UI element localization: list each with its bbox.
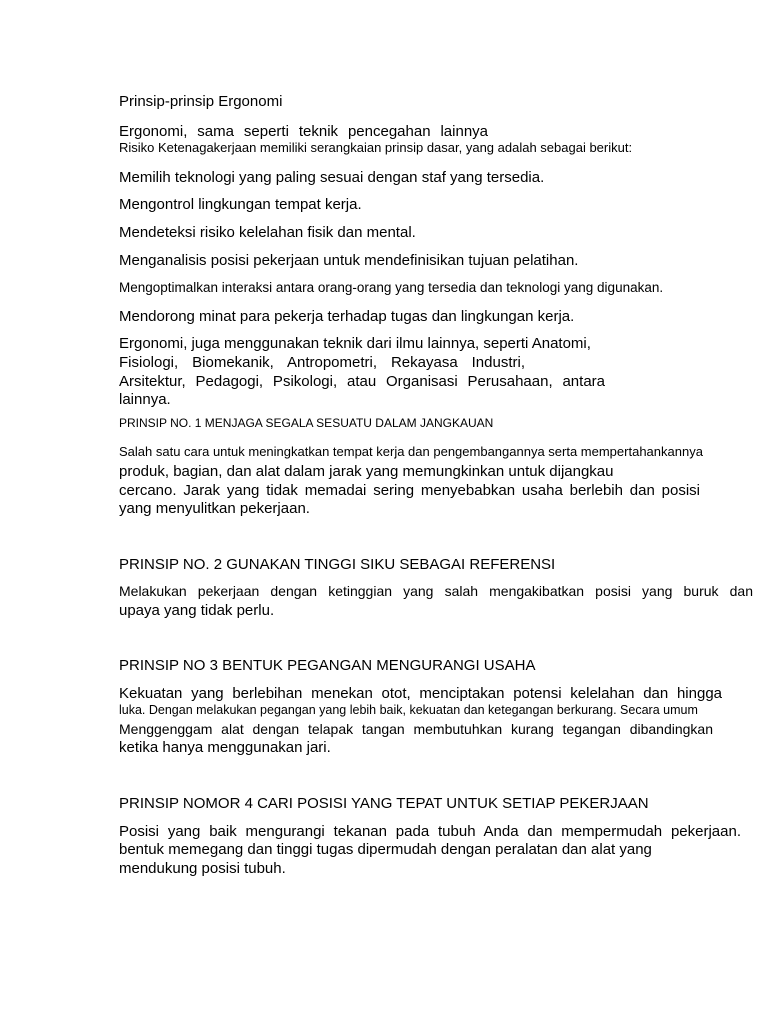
principle-item: Mengontrol lingkungan tempat kerja.: [119, 196, 362, 213]
section-4-line: Posisi yang baik mengurangi tekanan pada tubuh Anda dan mempermudah pekerjaan.: [119, 823, 741, 840]
section-1-line: cercano. Jarak yang tidak memadai sering menyebabkan usaha berlebih dan posisi: [119, 482, 700, 499]
principle-item: Mendeteksi risiko kelelahan fisik dan mental.: [119, 224, 416, 241]
section-4-line: bentuk memegang dan tinggi tugas dipermudah dengan peralatan dan alat yang: [119, 841, 652, 858]
techniques-line: Arsitektur, Pedagogi, Psikologi, atau Organisasi Perusahaan, antara: [119, 373, 605, 390]
section-4-line: mendukung posisi tubuh.: [119, 860, 286, 877]
principle-item: Menganalisis posisi pekerjaan untuk mendefinisikan tujuan pelatihan.: [119, 252, 579, 269]
techniques-line: Ergonomi, juga menggunakan teknik dari ilmu lainnya, seperti Anatomi,: [119, 335, 591, 352]
principle-item: Mendorong minat para pekerja terhadap tugas dan lingkungan kerja.: [119, 308, 575, 325]
section-heading-1: PRINSIP NO. 1 MENJAGA SEGALA SESUATU DALAM JANGKAUAN: [119, 416, 494, 430]
techniques-line: Fisiologi, Biomekanik, Antropometri, Rekayasa Industri,: [119, 354, 525, 371]
principle-item: Mengoptimalkan interaksi antara orang-orang yang tersedia dan teknologi yang digunakan.: [119, 280, 664, 295]
section-2-line: upaya yang tidak perlu.: [119, 602, 275, 619]
intro-line-1: Ergonomi, sama seperti teknik pencegahan lainnya: [119, 123, 488, 140]
section-2-line: Melakukan pekerjaan dengan ketinggian yang salah mengakibatkan posisi yang buruk dan: [119, 583, 753, 599]
section-3-line: luka. Dengan melakukan pegangan yang lebih baik, kekuatan dan ketegangan berkurang. Secara umum: [119, 703, 698, 717]
section-3-line: Menggenggam alat dengan telapak tangan membutuhkan kurang tegangan dibandingkan: [119, 721, 713, 737]
section-heading-2: PRINSIP NO. 2 GUNAKAN TINGGI SIKU SEBAGAI REFERENSI: [119, 556, 556, 573]
section-1-line: Salah satu cara untuk meningkatkan tempat kerja dan pengembangannya serta mempertahankannya: [119, 444, 703, 459]
section-1-line: yang menyulitkan pekerjaan.: [119, 500, 310, 517]
document-title: Prinsip-prinsip Ergonomi: [119, 93, 283, 110]
section-3-line: ketika hanya menggunakan jari.: [119, 739, 331, 756]
techniques-line: lainnya.: [119, 391, 171, 408]
intro-line-2: Risiko Ketenagakerjaan memiliki serangkaian prinsip dasar, yang adalah sebagai berikut:: [119, 140, 633, 155]
section-heading-4: PRINSIP NOMOR 4 CARI POSISI YANG TEPAT UNTUK SETIAP PEKERJAAN: [119, 795, 649, 812]
section-1-line: produk, bagian, dan alat dalam jarak yang memungkinkan untuk dijangkau: [119, 463, 614, 480]
section-heading-3: PRINSIP NO 3 BENTUK PEGANGAN MENGURANGI USAHA: [119, 657, 536, 674]
section-3-line: Kekuatan yang berlebihan menekan otot, menciptakan potensi kelelahan dan hingga: [119, 685, 722, 702]
principle-item: Memilih teknologi yang paling sesuai dengan staf yang tersedia.: [119, 169, 545, 186]
